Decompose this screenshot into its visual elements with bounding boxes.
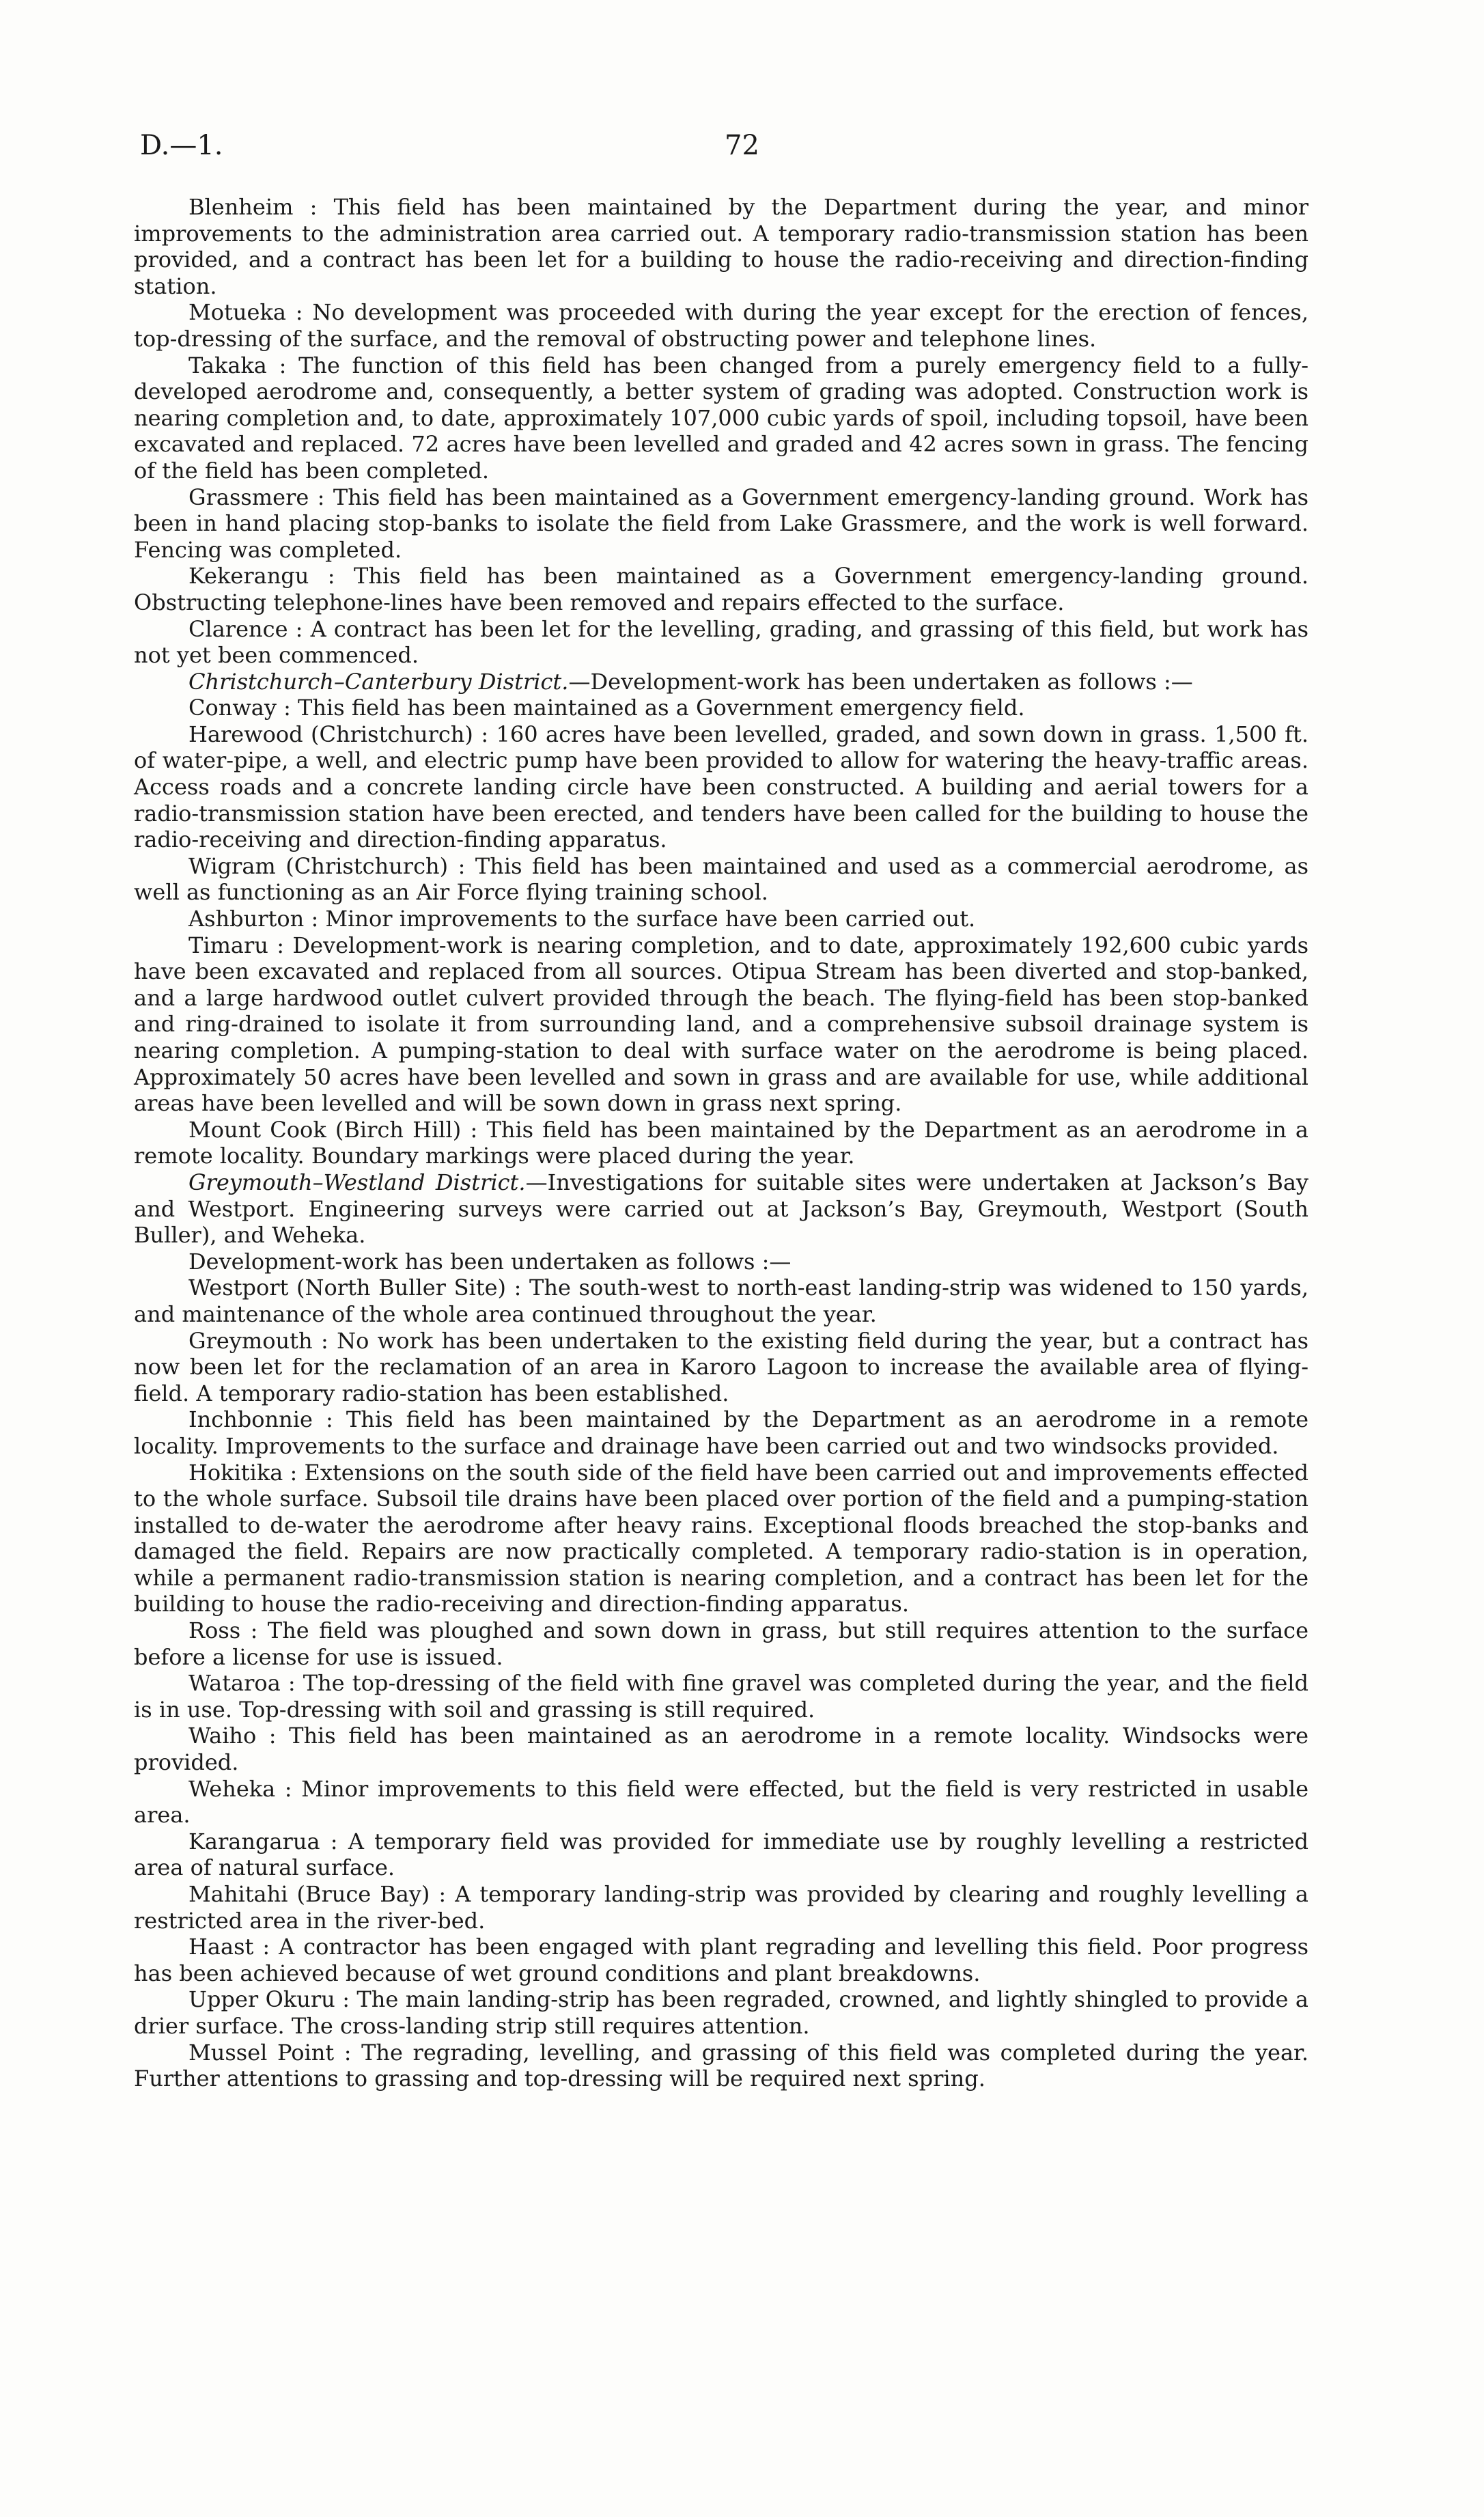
paragraph [134,563,1308,615]
paragraph [134,1617,1308,1670]
paragraph-text: Development-work is nearing completion, and to date, approximately 192,600 cubic yards have been excavated and replaced from all sources. Otipua Stream has been diverted and stop-banked, and a large hardwood outlet culvert provided through the beach. The flying-field has been stop-banked and ring-drained to isolate it from surrounding land, and a comprehensive subsoil drainage system is nearing completion. A pumping-station to deal with surface water on the aerodrome is being placed. Approximately 50 acres have been levelled and sown in grass and are available for use, while additional areas have been levelled and will be sown down in grass next spring. [134,932,1309,1117]
paragraph-text: Minor improvements to the surface have been carried out. [318,906,976,932]
paragraph [134,721,1308,853]
field-name: Kekerangu : [188,563,335,589]
page-number: 72 [725,130,759,161]
paragraph [134,695,1308,721]
paragraph [134,1275,1308,1327]
field-name: Mount Cook (Birch Hill) : [188,1116,478,1143]
document-body [134,194,1308,2092]
field-name: Conway : [188,695,291,721]
paragraph-text: A contract has been let for the levelling, grading, and grassing of this field, but work has not yet been commenced. [134,615,1309,669]
paragraph [134,194,1308,299]
field-name: Haast : [188,1934,270,1960]
paragraph-text: 160 acres have been levelled, graded, and sown down in grass. 1,500 ft. of water-pipe, a well, and electric pump have been provided to allow for watering the heavy-traffic areas. Access roads and a concrete landing circle have been constructed. A building and aerial towers for a radio-transmission station have been erected, and tenders have been called for the building to house the radio-receiving and direction-finding apparatus. [134,721,1309,853]
field-name: Wigram (Christchurch) : [188,852,466,879]
paragraph-text: The field was ploughed and sown down in grass, but still requires attention to the surface before a license for use is issued. [134,1617,1309,1670]
paragraph [134,484,1308,564]
paragraph [134,616,1308,669]
paragraph [134,1169,1308,1249]
field-name: Timaru : [188,932,285,958]
paragraph [134,1723,1308,1775]
paragraph-text: —Development-work has been undertaken as follows :— [568,668,1193,695]
field-name: Blenheim : [188,194,318,220]
paragraph-text: This field has been maintained as a Government emergency-landing ground. Obstructing telephone-lines have been removed and repairs effected to the surface. [134,563,1309,615]
field-name: Waiho : [188,1723,277,1749]
field-name: Ashburton : [188,906,319,932]
field-name: Mussel Point : [188,2039,352,2066]
paragraph-text: Extensions on the south side of the field have been carried out and improvements effected to the whole surface. Subsoil tile drains have been placed over portion of the field and a pumping-station installed to de-water the aerodrome after heavy rains. Exceptional floods breached the stop-banks and damaged the field. Repairs are now practically completed. A temporary radio-station is in operation, while a permanent radio-transmission station is nearing completion, and a contract has been let for the building to house the radio-receiving and direction-finding apparatus. [134,1459,1308,1617]
paragraph [134,1249,1308,1275]
paragraph-text: No development was proceeded with during the year except for the erection of fences, top-dressing of the surface, and the removal of obstructing power and telephone lines. [134,299,1309,352]
field-name: Harewood (Christchurch) : [188,721,489,747]
field-name: Westport (North Buller Site) : [188,1275,522,1301]
field-name: Inchbonnie : [188,1406,333,1433]
paragraph [134,1328,1308,1407]
paragraph [134,906,1308,932]
field-name: Grassmere : [188,484,325,510]
paragraph-text: The regrading, levelling, and grassing of this field was completed during the year. Further attentions to grassing and top-dressing will be required next spring. [134,2039,1309,2092]
paragraph-text: A temporary landing-strip was provided by clearing and roughly levelling a restricted area in the river-bed. [134,1881,1309,1934]
paragraph-text: The top-dressing of the field with fine gravel was completed during the year, and the field is in use. Top-dressing with soil and grassing is still required. [134,1670,1309,1723]
paragraph-text: A contractor has been engaged with plant regrading and levelling this field. Poor progress has been achieved because of wet ground conditions and plant breakdowns. [134,1934,1309,1986]
paragraph [134,932,1308,1117]
paragraph-text: The south-west to north-east landing-strip was widened to 150 yards, and maintenance of the whole area continued throughout the year. [134,1275,1308,1327]
paragraph-text: Minor improvements to this field were effected, but the field is very restricted in usable area. [134,1775,1309,1828]
paragraph-text: No work has been undertaken to the existing field during the year, but a contract has now been let for the reclamation of an area in Karoro Lagoon to increase the available area of flying-field. A temporary radio-station has been established. [134,1327,1309,1406]
paragraph-text: This field has been maintained by the Department as an aerodrome in a remote locality. Improvements to the surface and drainage have been carried out and two windsocks provided. [134,1406,1309,1459]
field-name: Upper Okuru : [188,1986,350,2013]
field-name: Hokitika : [188,1459,298,1486]
paragraph [134,669,1308,695]
paragraph-text: This field has been maintained as an aerodrome in a remote locality. Windsocks were provided. [134,1723,1309,1776]
field-name: Motueka : [188,299,303,326]
district-heading: Christchurch–Canterbury District. [188,668,569,695]
paragraph [134,1670,1308,1723]
field-name: Wataroa : [188,1670,296,1697]
paragraph-text: The main landing-strip has been regraded, crowned, and lightly shingled to provide a drier surface. The cross-landing strip still requires attention. [134,1986,1309,2039]
paragraph [134,1117,1308,1169]
paragraph-text: This field has been maintained by the Department during the year, and minor improvements to the administration area carried out. A temporary radio-transmission station has been provided, and a contract has been let for a building to house the radio-receiving and direction-finding station. [134,194,1309,299]
paragraph [134,1406,1308,1459]
paragraph-text: This field has been maintained as a Government emergency field. [290,695,1025,721]
document-id: D.—1. [140,130,223,161]
paragraph [134,1934,1308,1986]
paragraph [134,1828,1308,1881]
paragraph-text: —Investigations for suitable sites were undertaken at Jackson’s Bay and Westport. Engineering surveys were carried out at Jackson’s Bay, Greymouth, Westport (South Buller), and Weheka. [134,1169,1309,1249]
paragraph [134,853,1308,906]
page-header [140,130,1344,171]
paragraph-text: This field has been maintained as a Government emergency-landing ground. Work has been in hand placing stop-banks to isolate the field from Lake Grassmere, and the work is well forward. Fencing was completed. [134,484,1309,563]
paragraph-text: This field has been maintained and used as a commercial aerodrome, as well as functioning as an Air Force flying training school. [134,852,1309,906]
paragraph [134,1460,1308,1618]
paragraph [134,1881,1308,1934]
paragraph-text: The function of this field has been changed from a purely emergency field to a fully-developed aerodrome and, consequently, a better system of grading was adopted. Construction work is nearing completion and, to date, approximately 107,000 cubic yards of spoil, including topsoil, have been excavated and replaced. 72 acres have been levelled and graded and 42 acres sown in grass. The fencing of the field has been completed. [134,352,1309,484]
field-name: Takaka : [188,352,287,378]
paragraph-text: Development-work has been undertaken as follows :— [188,1248,792,1275]
district-heading: Greymouth–Westland District. [188,1169,526,1195]
paragraph [134,1776,1308,1828]
paragraph [134,299,1308,352]
field-name: Clarence : [188,615,303,642]
field-name: Ross : [188,1617,258,1644]
paragraph [134,2040,1308,2092]
paragraph-text: This field has been maintained by the Department as an aerodrome in a remote locality. Boundary markings were placed during the year. [134,1116,1309,1169]
field-name: Mahitahi (Bruce Bay) : [188,1881,447,1907]
paragraph [134,1986,1308,2039]
field-name: Karangarua : [188,1828,338,1854]
paragraph-text: A temporary field was provided for immediate use by roughly levelling a restricted area of natural surface. [134,1828,1309,1881]
field-name: Greymouth : [188,1327,328,1354]
paragraph [134,352,1308,484]
field-name: Weheka : [188,1775,292,1802]
